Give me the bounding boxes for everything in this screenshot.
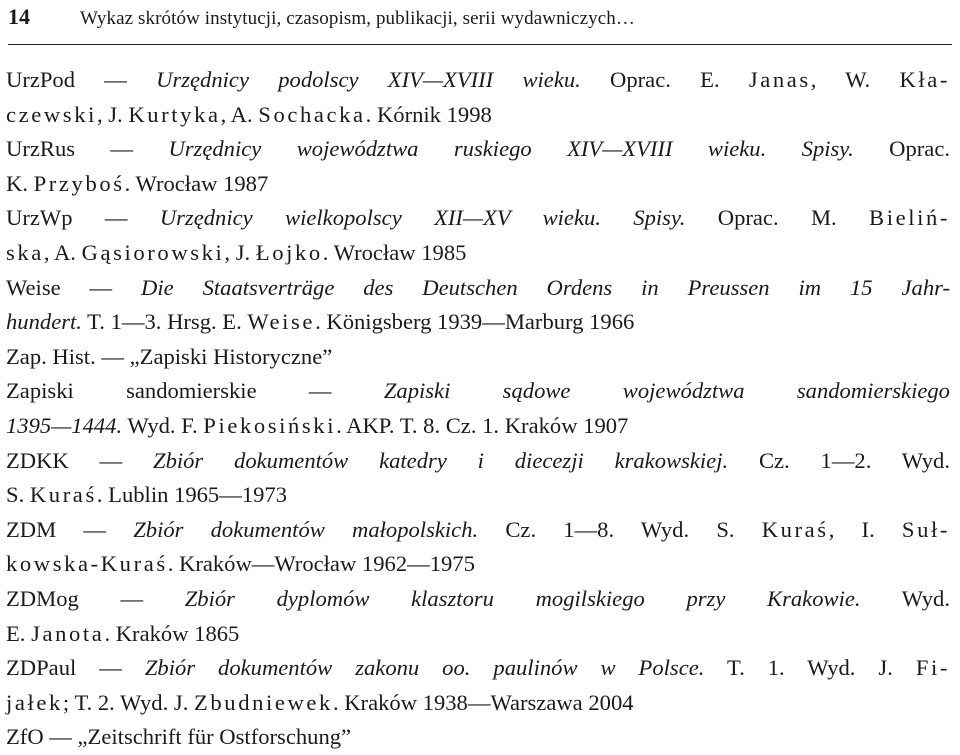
spaced-name: Kuraś — [29, 482, 97, 508]
text-line — [6, 271, 950, 306]
text-segment: . Wrocław 1985 — [322, 239, 467, 265]
text-segment: Zap. Hist. — „Zapiski Historyczne” — [6, 343, 333, 369]
text-line — [6, 478, 950, 513]
text-segment: , J. — [96, 101, 129, 127]
text-line — [6, 132, 950, 167]
italic-title: Urzędnicy podolscy XIV—XVIII wieku. — [156, 67, 581, 92]
text-segment: . Kraków—Wrocław 1962—1975 — [167, 551, 475, 577]
italic-title: Zbiór dyplomów klasztoru mogilskiego przy Krakowie. — [184, 585, 861, 611]
italic-title: Zbiór dokumentów małopolskich. — [133, 516, 479, 542]
text-segment: Cz. 1—2. Wyd. — [728, 447, 950, 473]
text-segment: Wyd. F. — [122, 412, 204, 438]
text-segment: . Kórnik 1998 — [365, 101, 492, 127]
italic-title: Zbiór dokumentów zakonu oo. paulinów w Polsce. — [144, 655, 705, 681]
spaced-name: Kła- — [899, 67, 950, 92]
spaced-name: Przyboś — [33, 170, 125, 196]
text-segment: UrzPod — — [6, 67, 157, 92]
text-segment: . Kraków 1938—Warszawa 2004 — [332, 689, 634, 715]
text-line — [6, 374, 950, 409]
text-segment: . Kraków 1865 — [104, 620, 240, 646]
spaced-name: Łojko — [255, 239, 323, 265]
running-head-title: Wykaz skrótów instytucji, czasopism, publikacji, serii wydawniczych… — [80, 8, 635, 29]
spaced-name: czewski — [6, 101, 97, 127]
text-segment: . AKP. T. 8. Cz. 1. Kraków 1907 — [336, 412, 629, 438]
text-segment: . Lublin 1965—1973 — [96, 482, 288, 508]
spaced-name: ska — [6, 239, 44, 265]
text-segment: ZDPaul — — [6, 655, 145, 681]
text-segment: ZDMog — — [6, 585, 185, 611]
italic-title: Urzędnicy województwa ruskiego XIV—XVIII wieku. Spisy. — [168, 136, 854, 162]
italic-title: Zapiski sądowe województwa sandomierskiego — [383, 378, 950, 404]
spaced-name: Weise — [247, 309, 316, 335]
text-segment: . Königsberg 1939—Marburg 1966 — [315, 309, 635, 335]
text-segment: ; T. 2. Wyd. J. — [62, 689, 194, 715]
text-line — [6, 617, 950, 652]
text-line — [6, 651, 950, 686]
text-segment: ZDKK — — [6, 447, 153, 473]
text-segment: ZfO — „Zeitschrift für Ostforschung” — [6, 724, 352, 750]
text-segment: , I. — [828, 516, 902, 542]
page-number: 14 — [8, 4, 30, 29]
spaced-name: Janota — [31, 620, 105, 646]
text-segment: ZDM — — [6, 516, 134, 542]
text-segment: UrzWp — — [6, 205, 160, 231]
abbreviation-list — [6, 63, 954, 755]
text-segment: S. — [6, 482, 30, 508]
spaced-name: Fi- — [915, 655, 950, 681]
text-segment: UrzRus — — [6, 136, 169, 162]
text-segment: , J. — [224, 239, 256, 265]
text-line — [6, 98, 950, 133]
text-line — [6, 63, 950, 98]
text-segment: , A. — [43, 239, 82, 265]
text-line — [6, 720, 950, 755]
spaced-name: Piekosiński — [203, 412, 337, 438]
text-segment: E. — [6, 620, 32, 646]
running-head — [8, 0, 952, 45]
spaced-name: Kurtyka — [128, 101, 221, 127]
italic-title: Urzędnicy wielkopolscy XII—XV wieku. Spisy. — [159, 205, 686, 231]
text-segment: Wyd. — [860, 585, 950, 611]
spaced-name: jałek — [6, 689, 63, 715]
spaced-name: kowska-Kuraś — [6, 551, 168, 577]
italic-title: 1395—1444. — [6, 412, 123, 438]
spaced-name: Bieliń- — [869, 205, 950, 231]
spaced-name: Gąsiorowski — [81, 239, 225, 265]
text-segment: Weise — — [6, 274, 142, 300]
text-line — [6, 444, 950, 479]
text-line — [6, 582, 950, 617]
text-segment: . Wrocław 1987 — [124, 170, 269, 196]
spaced-name: Kuraś — [761, 516, 829, 542]
text-segment: , W. — [810, 67, 900, 92]
spaced-name: Janas — [748, 67, 811, 92]
text-line — [6, 513, 950, 548]
text-line — [6, 305, 950, 340]
spaced-name: Sochacka — [258, 101, 366, 127]
text-segment: Oprac. — [853, 136, 950, 162]
italic-title: Zbiór dokumentów katedry i diecezji krakowskiej. — [153, 447, 729, 473]
text-segment: , A. — [220, 101, 259, 127]
italic-title: hundert. — [6, 309, 82, 335]
text-segment: Oprac. M. — [685, 205, 870, 231]
text-segment: Zapiski sandomierskie — — [6, 378, 384, 404]
text-segment: Cz. 1—8. Wyd. S. — [478, 516, 762, 542]
text-line — [6, 686, 950, 721]
text-segment: T. 1. Wyd. J. — [704, 655, 916, 681]
text-line — [6, 201, 950, 236]
text-line — [6, 547, 950, 582]
spaced-name: Suł- — [901, 516, 950, 542]
spaced-name: Zbudniewek — [194, 689, 333, 715]
text-segment: T. 1—3. Hrsg. E. — [81, 309, 248, 335]
text-line — [6, 167, 950, 202]
text-segment: K. — [6, 170, 34, 196]
text-segment: Oprac. E. — [580, 67, 749, 92]
text-line — [6, 236, 950, 271]
italic-title: Die Staatsverträge des Deutschen Ordens in Preussen im 15 Jahr- — [141, 274, 950, 300]
text-line — [6, 409, 950, 444]
text-line — [6, 340, 950, 375]
